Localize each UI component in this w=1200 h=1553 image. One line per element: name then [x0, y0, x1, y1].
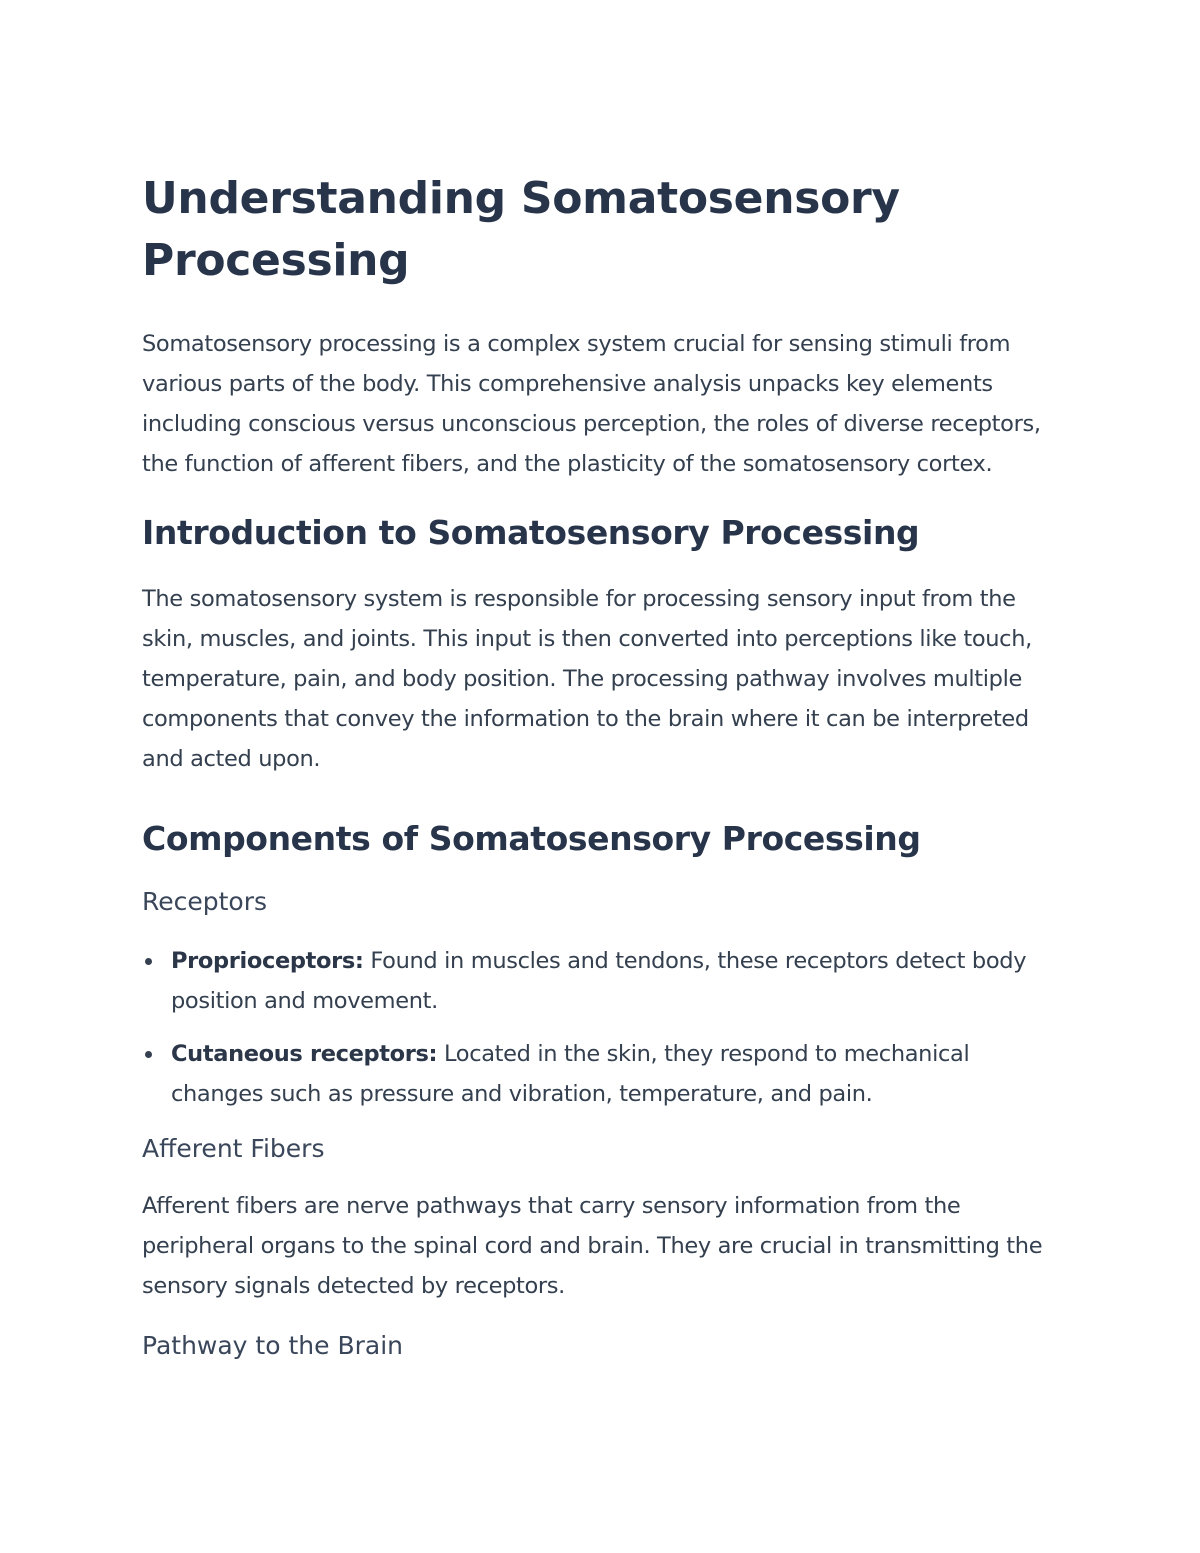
- section-heading-introduction: Introduction to Somatosensory Processing: [142, 513, 920, 552]
- list-item-text: Found in muscles and tendons, these receptors detect body position and movement.: [171, 948, 1027, 1014]
- list-item-term: Proprioceptors:: [171, 948, 364, 974]
- bullet-icon: [145, 1051, 152, 1058]
- introduction-paragraph: The somatosensory system is responsible for processing sensory input from the skin, muscles, and joints. This input is then converted into perceptions like touch, temperature, pain, and body position. The processing pathway involves multiple components that convey the information to the brain where it can be interpreted and acted upon.: [142, 586, 1032, 772]
- receptor-list: [142, 941, 1062, 1114]
- document-page: [142, 168, 1062, 1363]
- subheading-receptors: Receptors: [142, 887, 268, 916]
- list-item: [142, 941, 1062, 1021]
- intro-paragraph: Somatosensory processing is a complex system crucial for sensing stimuli from various parts of the body. This comprehensive analysis unpacks key elements including conscious versus unconscious perception, the roles of diverse receptors, the function of afferent fibers, and the plasticity of the somatosensory cortex.: [142, 331, 1041, 477]
- list-item-term: Cutaneous receptors:: [171, 1041, 438, 1067]
- section-heading-components: Components of Somatosensory Processing: [142, 819, 921, 858]
- bullet-icon: [145, 958, 152, 965]
- subheading-afferent-fibers: Afferent Fibers: [142, 1134, 325, 1163]
- document-title: Understanding Somatosensory Processing: [142, 173, 900, 286]
- list-item-text: Located in the skin, they respond to mechanical changes such as pressure and vibration, temperature, and pain.: [171, 1041, 970, 1107]
- afferent-fibers-paragraph: Afferent fibers are nerve pathways that carry sensory information from the peripheral organs to the spinal cord and brain. They are crucial in transmitting the sensory signals detected by receptors.: [142, 1193, 1043, 1299]
- subheading-pathway-to-brain: Pathway to the Brain: [142, 1331, 403, 1360]
- list-item: [142, 1034, 1062, 1114]
